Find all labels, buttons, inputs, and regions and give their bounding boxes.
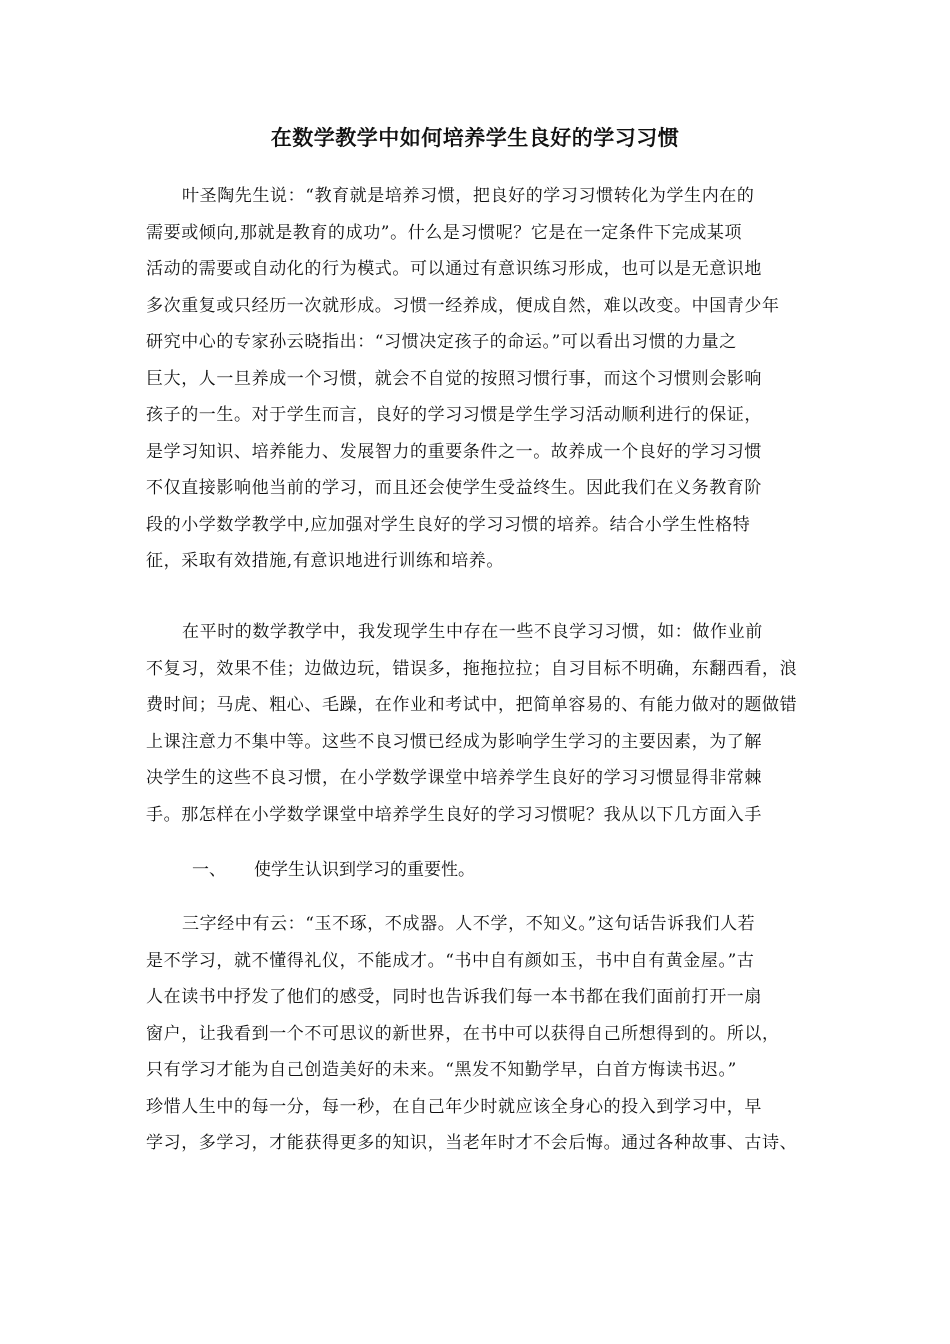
paragraph-line: 只有学习才能为自己创造美好的未来。“黑发不知勤学早，白首方悔读书迟。” bbox=[146, 1060, 737, 1080]
paragraph-line: 叶圣陶先生说：“教育就是培养习惯，把良好的学习习惯转化为学生内在的 bbox=[182, 186, 755, 206]
paragraph-bad-habits bbox=[146, 614, 810, 833]
paragraph-line: 在平时的数学教学中，我发现学生中存在一些不良学习习惯，如：做作业前 bbox=[182, 622, 763, 642]
paragraph-line: 窗户，让我看到一个不可思议的新世界，在书中可以获得自己所想得到的。所以， bbox=[146, 1023, 780, 1044]
paragraph-line: 研究中心的专家孙云晓指出：“习惯决定孩子的命运。”可以看出习惯的力量之 bbox=[146, 332, 737, 352]
document-title: 在数学教学中如何培养学生良好的学习习惯 bbox=[270, 125, 680, 150]
paragraph-line: 不复习，效果不佳；边做边玩，错误多，拖拖拉拉；自习目标不明确，东翻西看，浪 bbox=[146, 658, 798, 679]
paragraph-line: 人在读书中抒发了他们的感受，同时也告诉我们每一本书都在我们面前打开一扇 bbox=[146, 987, 762, 1007]
paragraph-line: 珍惜人生中的每一分，每一秒，在自己年少时就应该全身心的投入到学习中，早 bbox=[146, 1096, 762, 1117]
paragraph-line: 是不学习，就不懂得礼仪，不能成才。“书中自有颜如玉，书中自有黄金屋。”古 bbox=[146, 950, 755, 971]
paragraph-line: 巨大，人一旦养成一个习惯，就会不自觉的按照习惯行事，而这个习惯则会影响 bbox=[146, 368, 762, 389]
paragraph-importance bbox=[146, 906, 810, 1162]
paragraph-line: 手。那怎样在小学数学课堂中培养学生良好的学习习惯呢？我从以下几方面入手 bbox=[146, 804, 762, 825]
paragraph-line: 三字经中有云：“玉不琢，不成器。人不学，不知义。”这句话告诉我们人若 bbox=[182, 914, 756, 934]
paragraph-line: 是学习知识、培养能力、发展智力的重要条件之一。故养成一个良好的学习习惯 bbox=[146, 441, 762, 462]
paragraph-intro bbox=[146, 178, 810, 580]
paragraph-line: 孩子的一生。对于学生而言，良好的学习习惯是学生学习活动顺利进行的保证， bbox=[146, 405, 762, 425]
section-heading bbox=[192, 852, 475, 888]
section-number: 一、 bbox=[192, 860, 226, 880]
paragraph-line: 征，采取有效措施,有意识地进行训练和培养。 bbox=[146, 551, 505, 571]
section-heading-text: 使学生认识到学习的重要性。 bbox=[254, 860, 475, 880]
paragraph-line: 多次重复或只经历一次就形成。习惯一经养成，便成自然，难以改变。中国青少年 bbox=[146, 295, 780, 316]
paragraph-line: 需要或倾向,那就是教育的成功”。什么是习惯呢？它是在一定条件下完成某项 bbox=[146, 222, 743, 243]
paragraph-line: 段的小学数学教学中,应加强对学生良好的学习习惯的培养。结合小学生性格特 bbox=[146, 514, 751, 535]
paragraph-line: 不仅直接影响他当前的学习，而且还会使学生受益终生。因此我们在义务教育阶 bbox=[146, 478, 762, 498]
paragraph-line: 学习，多学习，才能获得更多的知识，当老年时才不会后悔。通过各种故事、古诗、 bbox=[146, 1133, 798, 1153]
paragraph-line: 上课注意力不集中等。这些不良习惯已经成为影响学生学习的主要因素，为了解 bbox=[146, 731, 762, 752]
paragraph-line: 费时间；马虎、粗心、毛躁，在作业和考试中，把简单容易的、有能力做对的题做错 bbox=[146, 695, 798, 715]
paragraph-line: 决学生的这些不良习惯，在小学数学课堂中培养学生良好的学习习惯显得非常棘 bbox=[146, 768, 762, 788]
paragraph-line: 活动的需要或自动化的行为模式。可以通过有意识练习形成，也可以是无意识地 bbox=[146, 259, 762, 279]
